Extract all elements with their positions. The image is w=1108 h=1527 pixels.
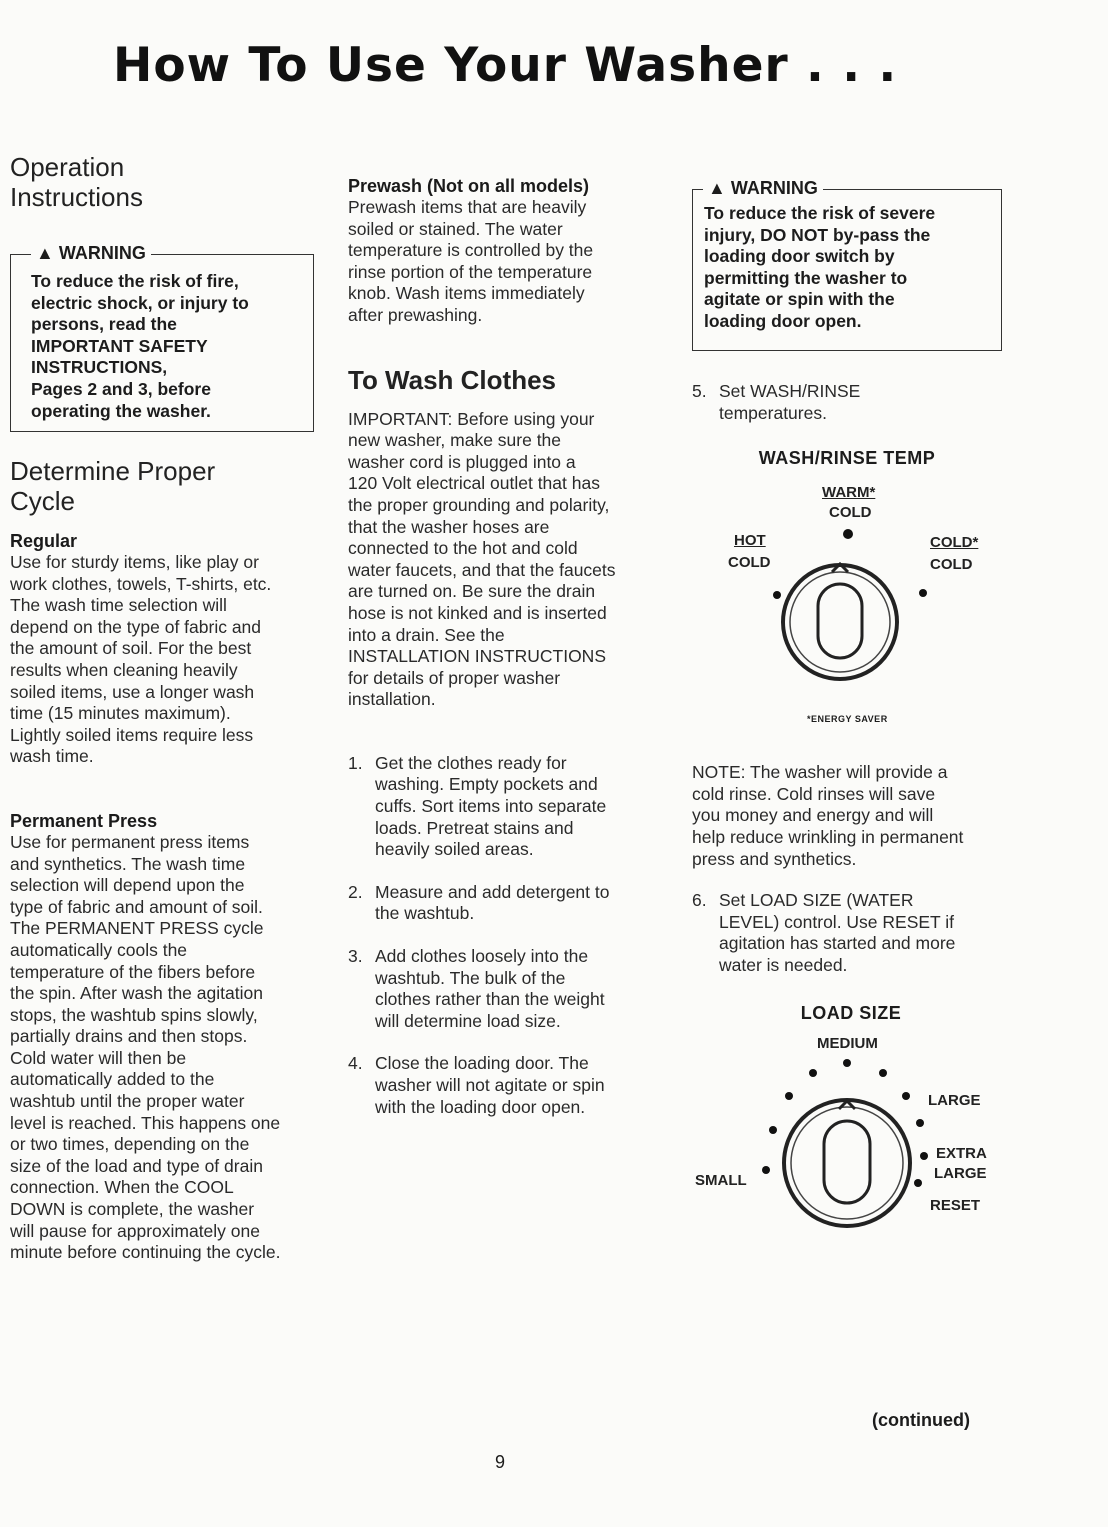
cycle-heading: Determine Proper Cycle bbox=[10, 456, 216, 516]
warning-label: ▲ WARNING bbox=[703, 177, 823, 199]
label-cold-left: COLD bbox=[728, 554, 771, 572]
regular-text: Use for sturdy items, like play or work clothes, towels, T-shirts, etc. The wash time selection will depend on the type of fabric and the amount of soil. For the best results when cleaning heavily soiled items, use a longer wash time (15 minutes maximum). Lightly soiled items require less wash time. bbox=[10, 552, 272, 767]
important-text: IMPORTANT: Before using your new washer, make sure the washer cord is plugged into a 120 Volt electrical outlet that has the proper grounding and polarity, that the washer hoses are connected to the hot and cold water faucets, and that the faucets are turned on. Be sure the drain hose is not kinked and is inserted into a drain. See the INSTALLATION INSTRUCTIONS for details of proper washer installation. bbox=[348, 408, 616, 710]
warning-icon: ▲ bbox=[36, 243, 54, 263]
load-dial-title: LOAD SIZE bbox=[800, 1002, 902, 1023]
permanent-press-text: Use for permanent press items and synthetics. The wash time selection will depend upon the type of fabric and amount of soil. The PERMANENT PRESS cycle automatically cools the temperature of the fibers before the spin. After wash the agitation stops, the washtub spins slowly, partially drains and then stops. Cold water will then be automatically added to the washtub until the proper water level is reached. This happens one or two times, depending on the size of the load and type of drain connection. When the COOL DOWN is complete, the washer will pause for approximately one minute before continuing the cycle. bbox=[10, 831, 281, 1263]
label-extra: EXTRA bbox=[936, 1144, 987, 1162]
dial-ring bbox=[783, 565, 897, 679]
label-cold-top: COLD bbox=[829, 504, 872, 522]
step-1: 1. Get the clothes ready for washing. Empty pockets and cuffs. Sort items into separate loads. Pretreat stains and heavily soiled areas. bbox=[348, 752, 607, 860]
label-cold-right: COLD bbox=[930, 556, 973, 574]
step-3: 3. Add clothes loosely into the washtub. The bulk of the clothes rather than the weight will determine load size. bbox=[348, 946, 605, 1031]
door-warning-box bbox=[692, 178, 1002, 351]
label-warm: WARM* bbox=[822, 484, 876, 502]
dial-grip bbox=[824, 1121, 870, 1203]
warning-icon: ▲ bbox=[708, 178, 726, 198]
dial-dot bbox=[785, 1092, 793, 1100]
step-5: 5. Set WASH/RINSE temperatures. bbox=[692, 381, 861, 423]
note-text: NOTE: The washer will provide a cold rinse. Cold rinses will save you money and energy and will help reduce wrinkling in permanent press and synthetics. bbox=[692, 762, 964, 869]
label-cold-star: COLD* bbox=[930, 534, 979, 552]
energy-saver-note: *ENERGY SAVER bbox=[807, 714, 888, 725]
page-title: How To Use Your Washer . . . bbox=[113, 38, 898, 93]
dial-dot bbox=[843, 1059, 851, 1067]
continued-label: (continued) bbox=[872, 1410, 970, 1430]
dial-dot bbox=[914, 1179, 922, 1187]
dial-grip bbox=[818, 584, 862, 658]
label-hot: HOT bbox=[734, 532, 766, 550]
fire-warning-box bbox=[10, 243, 314, 432]
warning-label: ▲ WARNING bbox=[31, 242, 151, 264]
label-large: LARGE bbox=[928, 1091, 981, 1109]
dial-dot bbox=[843, 529, 853, 539]
regular-heading: Regular bbox=[10, 531, 78, 551]
temp-dial-knob bbox=[692, 448, 1022, 748]
dial-dot bbox=[762, 1166, 770, 1174]
dial-dot bbox=[902, 1092, 910, 1100]
dial-dot bbox=[916, 1119, 924, 1127]
wash-steps bbox=[348, 753, 668, 1118]
wash-clothes-heading: To Wash Clothes bbox=[348, 364, 556, 395]
prewash-text: Prewash items that are heavily soiled or stained. The water temperature is controlled by the rinse portion of the temperature knob. Wash items immediately after prewashing. bbox=[348, 197, 594, 325]
dial-dot bbox=[879, 1069, 887, 1077]
label-extra-large: LARGE bbox=[934, 1164, 987, 1182]
page-number: 9 bbox=[495, 1452, 506, 1472]
step-6: 6. Set LOAD SIZE (WATER LEVEL) control. Use RESET if agitation has started and more water is needed. bbox=[692, 890, 956, 975]
temp-dial-title: WASH/RINSE TEMP bbox=[758, 448, 936, 469]
right-column bbox=[692, 168, 1022, 1243]
middle-column bbox=[348, 175, 668, 1118]
operation-heading: Operation Instructions bbox=[10, 152, 143, 212]
label-reset: RESET bbox=[930, 1196, 981, 1214]
load-dial-diagram bbox=[692, 1003, 1022, 1243]
temp-dial-diagram bbox=[692, 448, 1022, 748]
dial-dot bbox=[919, 589, 927, 597]
dial-dot bbox=[809, 1069, 817, 1077]
load-dial-knob bbox=[692, 1003, 1022, 1243]
step-4: 4. Close the loading door. The washer will not agitate or spin with the loading door open. bbox=[348, 1053, 605, 1117]
step-2: 2. Measure and add detergent to the washtub. bbox=[348, 881, 610, 924]
label-medium: MEDIUM bbox=[817, 1034, 878, 1052]
fire-warning-text: To reduce the risk of fire, electric shock, or injury to persons, read the IMPORTANT SAFETY INSTRUCTIONS, Pages 2 and 3, before operating the washer. bbox=[31, 271, 249, 421]
prewash-heading: Prewash (Not on all models) bbox=[348, 176, 590, 196]
left-column bbox=[10, 152, 330, 1264]
label-small: SMALL bbox=[695, 1171, 747, 1189]
permanent-press-heading: Permanent Press bbox=[10, 810, 158, 831]
dial-dot bbox=[769, 1126, 777, 1134]
dial-dot bbox=[920, 1152, 928, 1160]
door-warning-text: To reduce the risk of severe injury, DO NOT by-pass the loading door switch by permitting the washer to agitate or spin with the loading door open. bbox=[704, 203, 936, 331]
dial-ring bbox=[784, 1100, 910, 1226]
dial-dot bbox=[773, 591, 781, 599]
